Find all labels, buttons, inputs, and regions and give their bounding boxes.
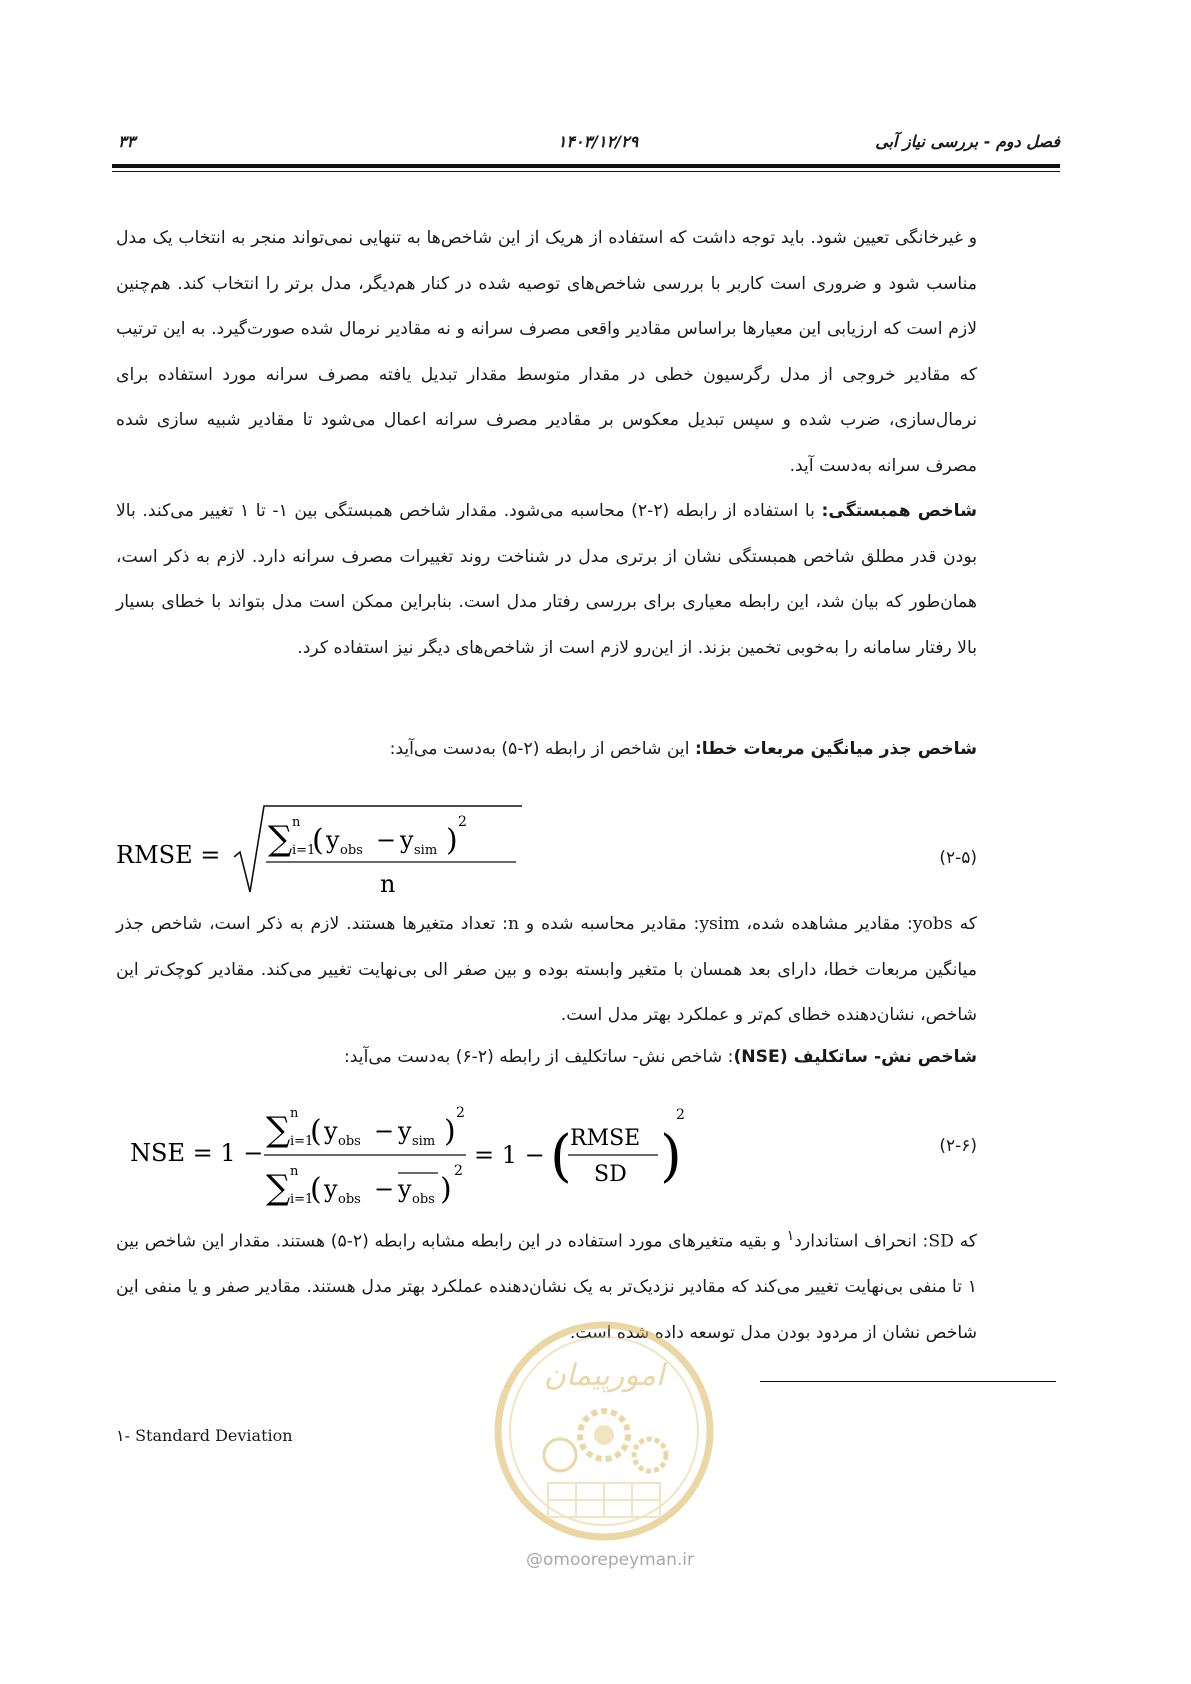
den-obs-sub: obs [338,1192,361,1207]
num-sum-symbol: ∑ [266,1110,291,1150]
svg-text:): ) [444,1114,456,1149]
nse-vars-text-2: : انحراف استاندارد [794,1231,929,1252]
rmse-formula-graphic [116,800,536,900]
num-y-obs: y [324,1117,338,1145]
obs-subscript: obs [340,843,363,858]
nse-intro-text: : شاخص نش- ساتکلیف از رابطه (۲-۶) به‌دست می‌آید: [343,1047,734,1067]
page-header [118,126,1060,160]
rmse-equation-number: (۲-۵) [939,848,977,868]
sum-symbol: ∑ [268,819,293,859]
den-y-obs: y [324,1175,338,1203]
den-sum-lower: i=1 [290,1192,314,1207]
correlation-heading: شاخص همبستگی: [821,501,977,521]
den-sum-symbol: ∑ [266,1168,291,1208]
paren-close: ) [446,823,458,858]
square-exponent: 2 [458,814,467,830]
nse-equation-number: (۲-۶) [939,1136,977,1156]
sim-subscript: sim [414,843,438,858]
correlation-text: با استفاده از رابطه (۲-۲) محاسبه می‌شود. مقدار شاخص همبستگی بین ۱- تا ۱ تغییر می‌کند. بالا بودن قدر مطلق شاخص همبستگی نشان از برتری مدل در شناخت روند تغییرات مصرف سرانه دارد. لازم به ذکر است، همان‌طور که بیان شد، این رابطه معیاری برای بررسی رفتار مدل است. بنابراین ممکن است مدل بتواند با خطای بسیار بالا رفتار سامانه را به‌خوبی تخمین بزند. از این‌رو لازم است از شاخص‌های دیگر نیز استفاده کرد. [116,501,977,658]
num-y-sim: y [398,1117,412,1145]
rmse-vars-text-3: : مقادیر محاسبه شده و [519,914,700,934]
num-sum-upper: n [290,1106,299,1121]
watermark-logo-text: امورپیمان [543,1358,665,1393]
paragraph-nse-intro [116,1035,977,1081]
rmse-heading: شاخص جذر میانگین مربعات خطا: [694,739,977,759]
nse-formula-graphic [130,1095,690,1210]
ysim-symbol: ysim [699,914,740,934]
n-symbol: n [507,914,520,934]
yobs-symbol: yobs [912,914,953,934]
paragraph-correlation [116,489,977,671]
ratio-square: 2 [676,1107,685,1123]
footnote-rule [760,1381,1056,1382]
nse-heading: شاخص نش- ساتکلیف (NSE) [733,1047,977,1067]
chapter-title: فصل دوم - بررسی نیاز آبی [875,132,1060,151]
rmse-vars-text-1: که [952,914,977,934]
sum-lower: i=1 [292,843,316,858]
paren-open: ( [312,823,324,858]
paragraph-intro: و غیرخانگی تعیین شود. باید توجه داشت که استفاده از هریک از این شاخص‌ها به تنهایی نمی‌تواند منجر به انتخاب یک مدل مناسب شود و ضروری است کاربر با بررسی شاخص‌های توصیه شده در کنار هم‌دیگر، مدل برتر را انتخاب کند. هم‌چنین لازم است که ارزیابی این معیارها براساس مقادیر واقعی مصرف سرانه و نه مقادیر نرمال شده صورت‌گیرد. به این ترتیب که مقادیر خروجی از مدل رگرسیون خطی در مقدار متوسط مقدار تبدیل یافته مصرف سرانه مورد استفاده برای نرمال‌سازی، ضرب شده و سپس تبدیل معکوس بر مقادیر مصرف سرانه اعمال می‌شود تا مقادیر شبیه سازی شده مصرف سرانه به‌دست آید. [116,228,977,476]
sum-upper: n [292,815,301,830]
paragraph-rmse-vars [116,902,977,1039]
den-mean-sub: obs [412,1192,435,1207]
rmse-vars-text-4: : تعداد متغیرها هستند. لازم به ذکر است، شاخص جذر میانگین مربعات خطا، دارای بعد همسان با متغیر وابسته بوده و بین صفر الی بی‌نهایت تغییر می‌کند. مقادیر کوچک‌تر این شاخص، نشان‌دهنده خطای کم‌تر و عملکرد بهتر مدل است. [116,914,977,1025]
num-square: 2 [456,1105,465,1121]
den-y-mean: y [398,1175,412,1203]
nse-equation [130,1095,690,1210]
rmse-vars-text-2: : مقادیر مشاهده شده، [739,914,913,934]
num-obs-sub: obs [338,1134,361,1149]
y-sim-symbol: y [400,826,414,854]
rmse-equation [116,800,536,900]
ratio-numerator: RMSE [570,1126,641,1151]
rmse-intro-text: این شاخص از رابطه (۲-۵) به‌دست می‌آید: [389,739,695,759]
nse-vars-text-3: و بقیه متغیرهای مورد استفاده در این رابطه مشابه رابطه (۲-۵) هستند. مقدار این شاخص بین ۱ تا منفی بی‌نهایت تغییر می‌کند که مقادیر نزدیک‌تر به یک نشان‌دهنده عملکرد بهتر مدل هستند. مقادیر صفر و یا منفی این شاخص نشان از مردود بودن مدل توسعه داده شده است. [116,1231,977,1343]
svg-text:): ) [440,1172,452,1207]
page-number: ۳۳ [118,132,136,151]
svg-text:(: ( [310,1172,322,1207]
footnote-ref[interactable]: ۱ [786,1228,795,1244]
header-rule-thin [112,171,1060,172]
watermark-site: @omoorepeyman.ir [525,1550,695,1570]
num-minus: − [374,1117,395,1145]
watermark-logo [488,1315,720,1547]
nse-lhs: NSE = 1 − [130,1139,264,1167]
den-square: 2 [454,1163,463,1179]
num-sim-sub: sim [412,1134,436,1149]
y-obs-symbol: y [326,826,340,854]
equals-one-minus: = 1 − [474,1141,545,1169]
rmse-lhs: RMSE = [116,841,221,869]
svg-text:(: ( [310,1114,322,1149]
num-sum-lower: i=1 [290,1134,314,1149]
denominator-n: n [380,870,396,898]
sd-symbol: SD [928,1231,954,1252]
paragraph-rmse-intro [116,727,977,773]
header-rule-thick [112,164,1060,168]
minus-sign: − [376,826,397,854]
footnote: ۱- Standard Deviation [116,1426,293,1445]
big-paren-close: ) [660,1124,682,1189]
den-sum-upper: n [290,1164,299,1179]
nse-vars-text-1: که [953,1231,977,1252]
big-paren-open: ( [550,1124,572,1189]
ratio-denominator: SD [594,1162,627,1187]
header-date: ۱۴۰۳/۱۲/۲۹ [557,132,639,151]
den-minus: − [374,1175,395,1203]
